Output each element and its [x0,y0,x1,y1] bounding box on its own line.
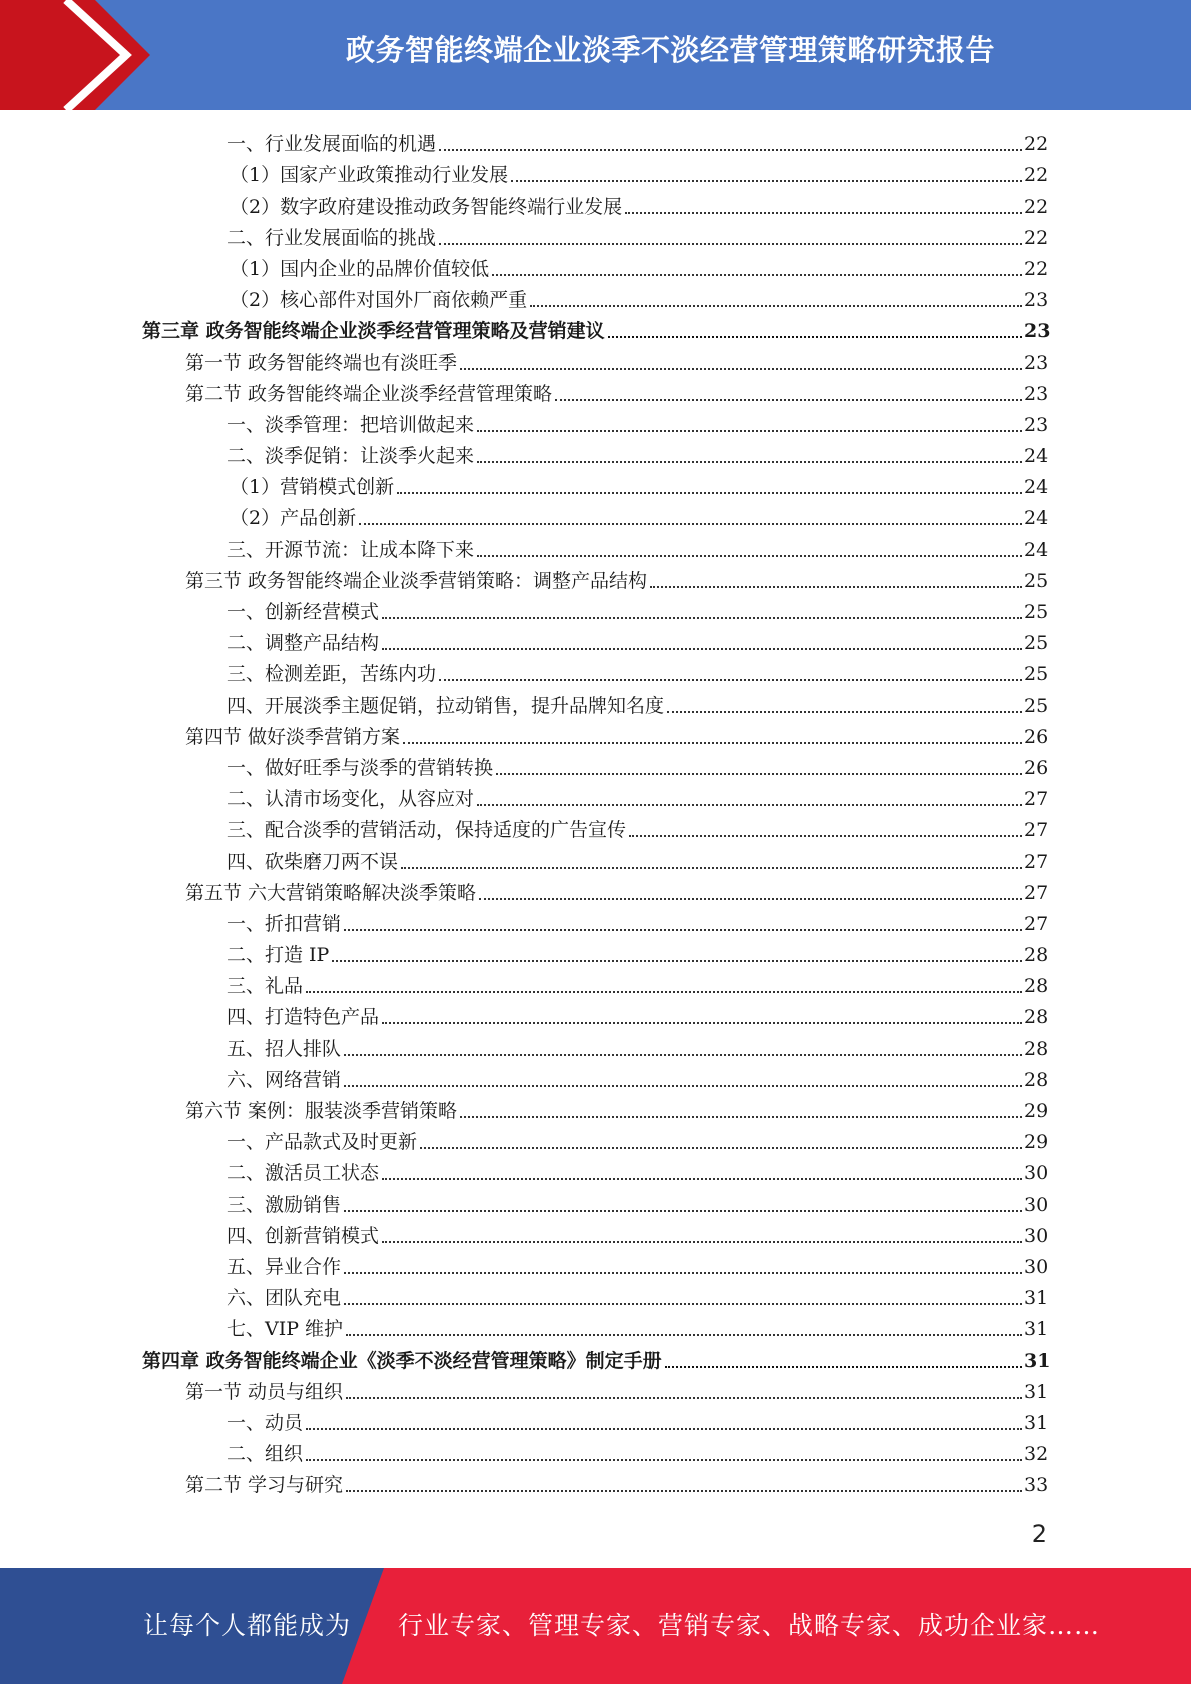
toc-subsection-entry[interactable] [0,1001,1191,1032]
toc-entry-title: （2）数字政府建设推动政务智能终端行业发展 [230,195,623,218]
toc-entry-page: 25 [1024,694,1049,717]
toc-entry-title: 二、认清市场变化，从容应对 [227,788,475,811]
toc-entry-page: 26 [1024,756,1049,779]
toc-subsection-entry[interactable] [0,658,1191,689]
toc-entry-page: 23 [1024,351,1049,374]
toc-dot-leader [344,929,1022,931]
toc-section-entry[interactable] [0,565,1191,596]
toc-entry-page: 31 [1024,1411,1049,1434]
toc-dot-leader [382,1022,1022,1024]
toc-subsection-entry[interactable] [0,502,1191,533]
toc-entry-title: 五、招人排队 [227,1037,342,1060]
toc-entry-title: 三、礼品 [227,975,304,998]
toc-entry-page: 30 [1024,1255,1049,1278]
toc-subsection-entry[interactable] [0,783,1191,814]
toc-subsection-entry[interactable] [0,440,1191,471]
toc-section-entry[interactable] [0,378,1191,409]
toc-dot-leader [477,430,1022,432]
toc-entry-title: 四、创新营销模式 [227,1224,380,1247]
toc-entry-page: 31 [1024,1380,1049,1403]
toc-entry-page: 28 [1024,1037,1049,1060]
toc-entry-page: 22 [1024,164,1049,187]
toc-entry-title: （1）国家产业政策推动行业发展 [230,164,509,187]
toc-entry-title: 一、行业发展面临的机遇 [227,133,437,156]
toc-dot-leader [332,960,1022,962]
toc-entry-page: 28 [1024,1068,1049,1091]
toc-entry-title: 二、打造 IP [227,944,330,967]
toc-entry-title: 三、配合淡季的营销活动，保持适度的广告宣传 [227,819,627,842]
toc-dot-leader [492,274,1022,276]
toc-dot-leader [382,1178,1022,1180]
toc-section-entry[interactable] [0,721,1191,752]
toc-entry-page: 25 [1024,663,1049,686]
toc-entry-title: 第一节 动员与组织 [185,1380,344,1403]
toc-dot-leader [397,492,1022,494]
toc-entry-title: 一、淡季管理：把培训做起来 [227,413,475,436]
toc-dot-leader [403,742,1022,744]
toc-subsection-entry[interactable] [0,689,1191,720]
toc-dot-leader [460,1116,1022,1118]
toc-entry-title: （1）国内企业的品牌价值较低 [230,257,490,280]
toc-dot-leader [555,399,1022,401]
toc-entry-title: 四、打造特色产品 [227,1006,380,1029]
toc-dot-leader [625,212,1022,214]
footer-slogan-right: 行业专家、管理专家、营销专家、战略专家、成功企业家…… [398,1611,1101,1640]
toc-entry-title: 二、组织 [227,1443,304,1466]
toc-entry-page: 27 [1024,788,1049,811]
toc-dot-leader [344,1303,1022,1305]
toc-subsection-entry[interactable] [0,939,1191,970]
toc-subsection-entry[interactable] [0,284,1191,315]
toc-entry-page: 29 [1024,1100,1049,1122]
toc-entry-page: 25 [1024,632,1049,655]
toc-dot-leader [439,149,1022,151]
toc-section-entry[interactable] [0,877,1191,908]
toc-subsection-entry[interactable] [0,814,1191,845]
toc-subsection-entry[interactable] [0,253,1191,284]
page-header [0,0,1191,110]
toc-dot-leader [629,835,1022,837]
toc-entry-title: 第四章 政务智能终端企业《淡季不淡经营管理策略》制定手册 [142,1349,662,1372]
page-number: 2 [1031,1520,1047,1548]
toc-subsection-entry[interactable] [0,970,1191,1001]
toc-entry-page: 31 [1024,1349,1051,1372]
toc-dot-leader [477,804,1022,806]
toc-dot-leader [382,1241,1022,1243]
page-footer [0,1568,1191,1684]
toc-subsection-entry[interactable] [0,752,1191,783]
toc-entry-title: 一、做好旺季与淡季的营销转换 [227,756,494,779]
toc-dot-leader [460,368,1022,370]
toc-entry-page: 25 [1024,601,1049,623]
toc-subsection-entry[interactable] [0,1407,1191,1438]
toc-dot-leader [511,180,1022,182]
toc-section-entry[interactable] [0,1376,1191,1407]
toc-dot-leader [608,336,1022,338]
toc-dot-leader [477,555,1022,557]
toc-entry-page: 32 [1024,1443,1049,1466]
toc-dot-leader [344,1272,1022,1274]
toc-subsection-entry[interactable] [0,533,1191,564]
toc-dot-leader [382,617,1022,619]
toc-entry-title: 二、行业发展面临的挑战 [227,226,437,249]
toc-dot-leader [496,773,1022,775]
table-of-contents [0,128,1191,1500]
toc-entry-page: 22 [1024,226,1049,249]
toc-entry-page: 28 [1024,1006,1049,1029]
toc-subsection-entry[interactable] [0,159,1191,190]
toc-subsection-entry[interactable] [0,1032,1191,1063]
toc-entry-title: 一、产品款式及时更新 [227,1131,418,1154]
toc-entry-title: 五、异业合作 [227,1255,342,1278]
toc-entry-page: 27 [1024,819,1049,842]
toc-dot-leader [420,1147,1022,1149]
toc-subsection-entry[interactable] [0,1438,1191,1469]
toc-entry-page: 23 [1024,289,1049,312]
toc-subsection-entry[interactable] [0,1126,1191,1157]
report-title: 政务智能终端企业淡季不淡经营管理策略研究报告 [345,33,995,67]
toc-dot-leader [344,1085,1022,1087]
toc-subsection-entry[interactable] [0,845,1191,876]
toc-entry-page: 22 [1024,257,1049,280]
toc-entry-page: 22 [1024,195,1049,218]
toc-dot-leader [401,867,1022,869]
toc-entry-title: 第三节 政务智能终端企业淡季营销策略：调整产品结构 [185,569,648,592]
toc-entry-page: 33 [1024,1474,1049,1497]
toc-subsection-entry[interactable] [0,190,1191,221]
toc-dot-leader [650,586,1022,588]
toc-entry-title: 二、调整产品结构 [227,632,380,655]
toc-dot-leader [439,679,1022,681]
toc-dot-leader [306,1428,1022,1430]
toc-subsection-entry[interactable] [0,1188,1191,1219]
toc-dot-leader [346,1490,1022,1492]
toc-section-entry[interactable] [0,346,1191,377]
toc-subsection-entry[interactable] [0,1064,1191,1095]
toc-entry-page: 29 [1024,1131,1049,1154]
toc-entry-title: 六、网络营销 [227,1068,342,1091]
toc-dot-leader [346,1397,1022,1399]
toc-dot-leader [359,523,1022,525]
toc-entry-title: 三、检测差距，苦练内功 [227,663,437,686]
toc-entry-title: 一、折扣营销 [227,912,342,935]
toc-entry-title: 第一节 政务智能终端也有淡旺季 [185,351,458,374]
toc-subsection-entry[interactable] [0,1220,1191,1251]
toc-entry-page: 22 [1024,133,1049,156]
toc-entry-page: 26 [1024,725,1049,748]
toc-entry-page: 31 [1024,1287,1049,1310]
toc-entry-title: 第五节 六大营销策略解决淡季策略 [185,881,477,904]
toc-entry-title: 七、VIP 维护 [227,1318,344,1341]
toc-entry-title: （1）营销模式创新 [230,476,395,499]
toc-entry-page: 30 [1024,1224,1049,1247]
toc-subsection-entry[interactable] [0,128,1191,159]
footer-slogan-left: 让每个人都能成为 [143,1611,352,1640]
toc-dot-leader [382,648,1022,650]
toc-entry-title: （2）核心部件对国外厂商依赖严重 [230,289,528,312]
toc-subsection-entry[interactable] [0,1157,1191,1188]
toc-entry-page: 23 [1024,382,1049,405]
toc-section-entry[interactable] [0,1095,1191,1126]
toc-dot-leader [306,1459,1022,1461]
toc-entry-title: 二、激活员工状态 [227,1162,380,1185]
toc-entry-page: 31 [1024,1318,1049,1341]
toc-entry-page: 27 [1024,850,1049,873]
toc-entry-page: 23 [1024,320,1051,343]
toc-subsection-entry[interactable] [0,596,1191,627]
toc-dot-leader [530,305,1022,307]
toc-entry-page: 24 [1024,476,1049,499]
toc-dot-leader [306,991,1022,993]
toc-entry-title: （2）产品创新 [230,507,357,530]
toc-entry-title: 一、创新经营模式 [227,601,380,623]
toc-entry-page: 28 [1024,944,1049,967]
toc-chapter-entry[interactable] [0,1344,1191,1375]
toc-section-entry[interactable] [0,1469,1191,1500]
toc-entry-page: 24 [1024,538,1049,561]
toc-subsection-entry[interactable] [0,1251,1191,1282]
toc-entry-title: 第六节 案例：服装淡季营销策略 [185,1100,458,1122]
toc-entry-title: 四、开展淡季主题促销，拉动销售，提升品牌知名度 [227,694,665,717]
toc-entry-title: 一、动员 [227,1411,304,1434]
toc-entry-title: 第三章 政务智能终端企业淡季经营管理策略及营销建议 [142,320,605,343]
toc-entry-page: 28 [1024,975,1049,998]
toc-entry-page: 27 [1024,912,1049,935]
toc-entry-page: 24 [1024,445,1049,468]
toc-entry-title: 二、淡季促销：让淡季火起来 [227,445,475,468]
toc-entry-page: 30 [1024,1193,1049,1216]
toc-chapter-entry[interactable] [0,315,1191,346]
toc-subsection-entry[interactable] [0,1282,1191,1313]
toc-entry-page: 24 [1024,507,1049,530]
toc-entry-title: 六、团队充电 [227,1287,342,1310]
toc-subsection-entry[interactable] [0,908,1191,939]
toc-entry-page: 25 [1024,569,1049,592]
header-red-chevron [0,0,160,110]
toc-entry-page: 27 [1024,881,1049,904]
toc-entry-title: 第四节 做好淡季营销方案 [185,725,401,748]
toc-subsection-entry[interactable] [0,471,1191,502]
toc-dot-leader [344,1210,1022,1212]
toc-dot-leader [344,1054,1022,1056]
toc-subsection-entry[interactable] [0,222,1191,253]
toc-entry-title: 第二节 政务智能终端企业淡季经营管理策略 [185,382,553,405]
toc-entry-page: 23 [1024,413,1049,436]
toc-dot-leader [665,1366,1022,1368]
toc-entry-page: 30 [1024,1162,1049,1185]
toc-subsection-entry[interactable] [0,627,1191,658]
toc-entry-title: 四、砍柴磨刀两不误 [227,850,399,873]
toc-entry-title: 第二节 学习与研究 [185,1474,344,1497]
toc-subsection-entry[interactable] [0,1313,1191,1344]
toc-dot-leader [439,243,1022,245]
toc-entry-title: 三、开源节流：让成本降下来 [227,538,475,561]
toc-dot-leader [479,898,1022,900]
toc-dot-leader [477,461,1022,463]
toc-subsection-entry[interactable] [0,409,1191,440]
toc-entry-title: 三、激励销售 [227,1193,342,1216]
toc-dot-leader [346,1334,1022,1336]
toc-dot-leader [667,711,1022,713]
